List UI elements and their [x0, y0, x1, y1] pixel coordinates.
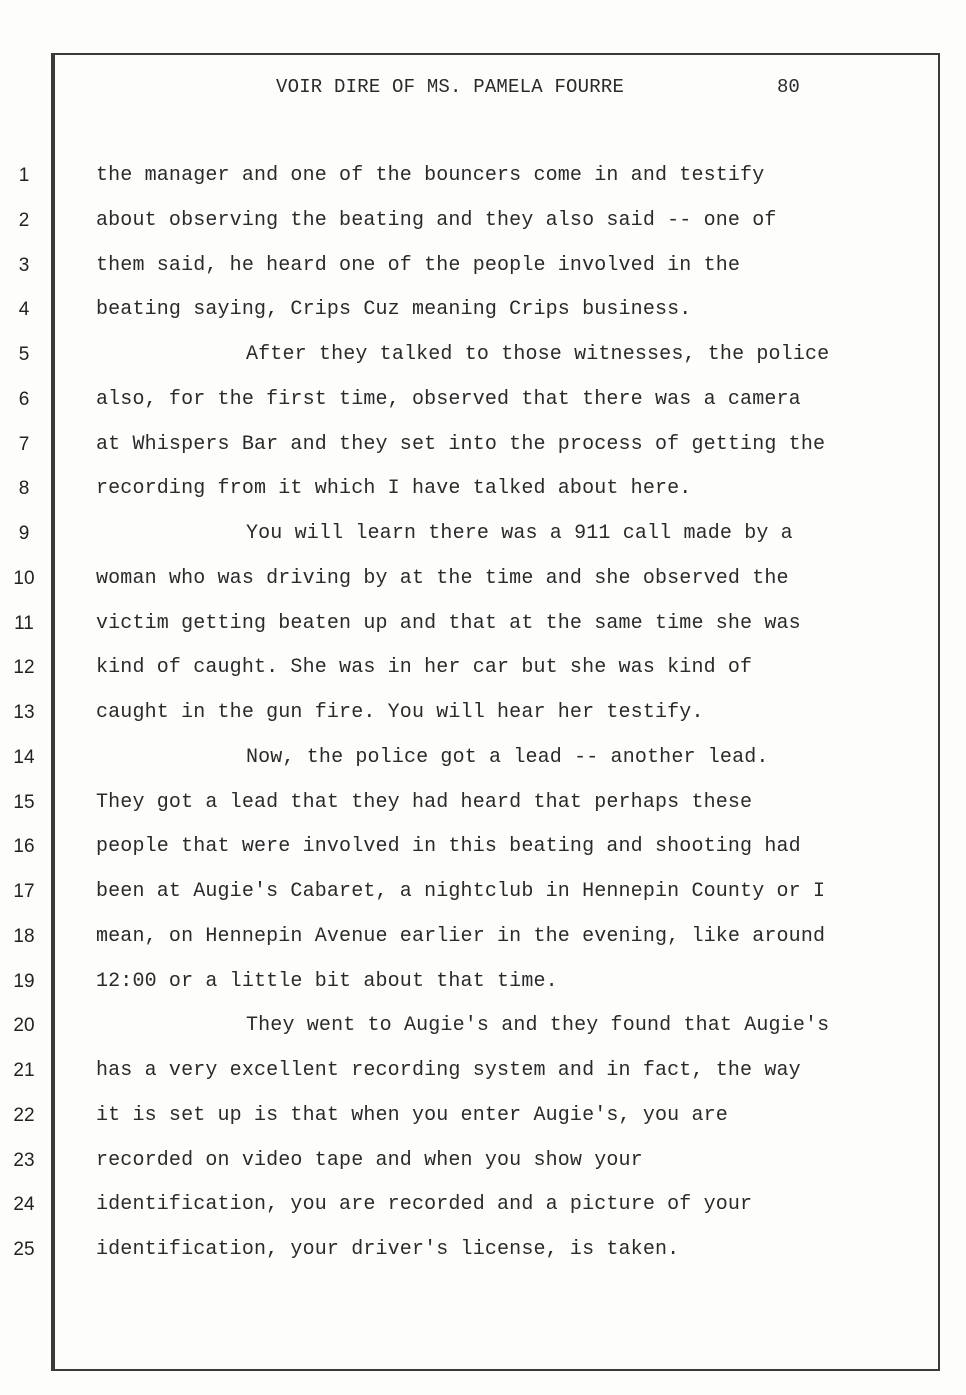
line-number: 2	[18, 210, 30, 231]
transcript-line: also, for the first time, observed that there was a camera	[96, 388, 801, 411]
line-number: 3	[18, 255, 30, 276]
line-number: 21	[13, 1060, 35, 1081]
line-number: 20	[13, 1015, 35, 1036]
transcript-line: They went to Augie's and they found that Augie's	[246, 1014, 830, 1037]
transcript-line: beating saying, Crips Cuz meaning Crips business.	[96, 298, 692, 321]
transcript-line: people that were involved in this beating and shooting had	[96, 835, 801, 858]
line-number: 6	[18, 389, 30, 410]
transcript-line: woman who was driving by at the time and she observed the	[96, 567, 789, 590]
transcript-line: They got a lead that they had heard that perhaps these	[96, 791, 753, 814]
line-number: 22	[13, 1105, 35, 1126]
line-number: 19	[13, 971, 35, 992]
line-number: 17	[13, 881, 35, 902]
line-number: 16	[13, 836, 35, 857]
line-number: 14	[13, 747, 35, 768]
page-header	[0, 76, 966, 102]
line-number: 1	[18, 165, 30, 186]
line-number: 18	[13, 926, 35, 947]
transcript-line: After they talked to those witnesses, the police	[246, 343, 830, 366]
line-number: 13	[13, 702, 35, 723]
transcript-line: identification, your driver's license, is taken.	[96, 1238, 680, 1261]
transcript-line: Now, the police got a lead -- another lead.	[246, 746, 769, 769]
line-number-margin-rule	[53, 53, 55, 1371]
transcript-line: recorded on video tape and when you show your	[96, 1149, 643, 1172]
transcript-line: been at Augie's Cabaret, a nightclub in Hennepin County or I	[96, 880, 826, 903]
line-number: 23	[13, 1150, 35, 1171]
line-number: 9	[18, 523, 30, 544]
transcript-line: victim getting beaten up and that at the same time she was	[96, 612, 801, 635]
line-number: 8	[18, 478, 30, 499]
page-number: 80	[777, 76, 800, 98]
transcript-line: recording from it which I have talked about here.	[96, 477, 692, 500]
transcript-line: at Whispers Bar and they set into the process of getting the	[96, 433, 826, 456]
line-number: 25	[13, 1239, 35, 1260]
line-number: 24	[13, 1194, 35, 1215]
header-title: VOIR DIRE OF MS. PAMELA FOURRE	[276, 76, 625, 98]
transcript-line: the manager and one of the bouncers come in and testify	[96, 164, 765, 187]
transcript-line: caught in the gun fire. You will hear her testify.	[96, 701, 704, 724]
transcript-line: about observing the beating and they also said -- one of	[96, 209, 777, 232]
transcript-line: identification, you are recorded and a picture of your	[96, 1193, 753, 1216]
line-number: 15	[13, 792, 35, 813]
line-number: 4	[18, 299, 30, 320]
line-number: 5	[18, 344, 30, 365]
transcript-line: mean, on Hennepin Avenue earlier in the evening, like around	[96, 925, 826, 948]
line-number: 7	[18, 434, 30, 455]
transcript-line: 12:00 or a little bit about that time.	[96, 970, 558, 993]
line-number: 12	[13, 657, 35, 678]
transcript-line: kind of caught. She was in her car but she was kind of	[96, 656, 753, 679]
transcript-line: has a very excellent recording system and in fact, the way	[96, 1059, 801, 1082]
line-number: 11	[14, 613, 34, 634]
transcript-line: You will learn there was a 911 call made by a	[246, 522, 793, 545]
line-number: 10	[13, 568, 35, 589]
transcript-line: them said, he heard one of the people involved in the	[96, 254, 741, 277]
transcript-line: it is set up is that when you enter Augie's, you are	[96, 1104, 728, 1127]
